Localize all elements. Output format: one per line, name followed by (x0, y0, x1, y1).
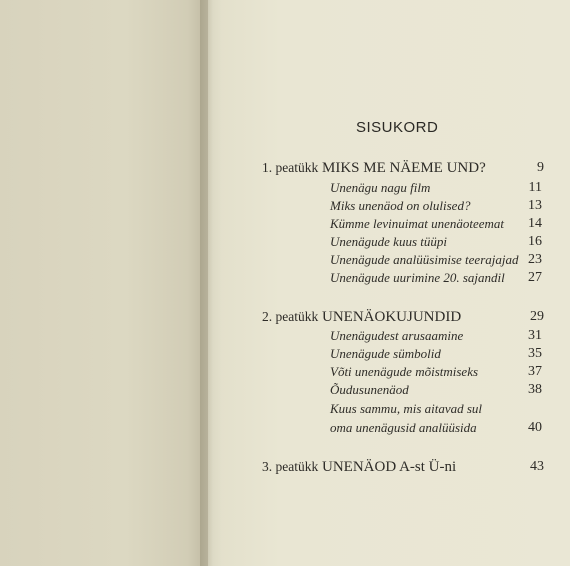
entry-title: Miks unenäod on olulised? (330, 198, 471, 213)
book-gutter (200, 0, 222, 566)
chapter-3 (262, 458, 544, 476)
toc-entry (330, 198, 542, 214)
toc-entry (330, 252, 542, 268)
toc-entry (330, 234, 542, 250)
entry-title: Unenägude uurimine 20. sajandil (330, 270, 505, 285)
entry-page: 14 (528, 216, 542, 231)
chapter-1 (262, 159, 544, 177)
entry-title: Unenägudest arusaamine (330, 328, 464, 343)
chapter-title: UNENÄOKUJUNDID (322, 309, 462, 325)
entry-title: Kuus sammu, mis aitavad sul (330, 401, 483, 416)
entry-title: Unenägude kuus tüüpi (330, 234, 447, 249)
chapter-number: 1. peatükk (262, 160, 319, 175)
toc-entry (330, 180, 542, 196)
entry-page: 37 (528, 364, 542, 379)
chapter-number: 3. peatükk (262, 459, 319, 474)
entry-page: 23 (528, 252, 542, 267)
entry-title: Võti unenägude mõistmiseks (330, 364, 479, 379)
toc-entry (330, 270, 542, 286)
toc-entry (330, 328, 542, 344)
chapter-title: MIKS ME NÄEME UND? (322, 160, 486, 176)
entry-page: 13 (528, 198, 542, 213)
entry-page: 38 (528, 382, 542, 397)
entry-title: Unenägude sümbolid (330, 346, 441, 361)
chapter-title: UNENÄOD A-st Ü-ni (322, 459, 457, 475)
entry-page: 35 (528, 346, 542, 361)
toc-entry (330, 401, 542, 417)
entry-page: 11 (528, 180, 542, 195)
entry-title: Unenägude analüüsimise teerajajad (330, 252, 519, 267)
entry-page: 40 (528, 420, 542, 435)
entry-page: 27 (528, 270, 542, 285)
entry-title: Kümme levinuimat unenäoteemat (330, 216, 505, 231)
toc-entry (330, 364, 542, 380)
toc-entry (330, 420, 542, 436)
entry-page: 31 (528, 328, 542, 343)
chapter-page: 43 (530, 459, 544, 474)
left-page (0, 0, 208, 566)
toc-title: SISUKORD (356, 119, 439, 136)
toc-entry (330, 216, 542, 232)
entry-title: oma unenägusid analüüsida (330, 420, 477, 435)
entry-title: Unenägu nagu film (330, 180, 431, 195)
chapter-2 (262, 308, 544, 326)
entry-title: Õudusunenäod (330, 382, 409, 397)
toc-entry (330, 382, 542, 398)
toc-entry (330, 346, 542, 362)
chapter-number: 2. peatükk (262, 309, 319, 324)
entry-page: 16 (528, 234, 542, 249)
chapter-page: 9 (537, 160, 544, 175)
chapter-page: 29 (530, 309, 544, 324)
